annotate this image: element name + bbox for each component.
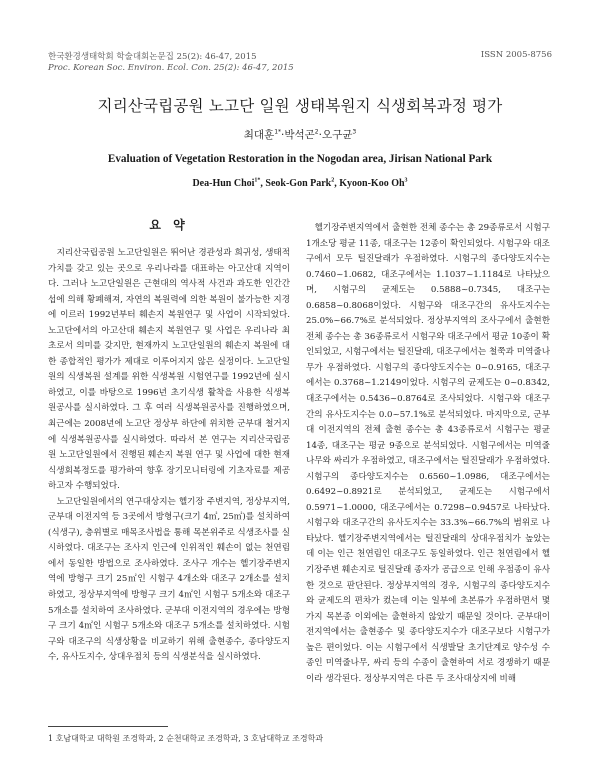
authors-en: Dea-Hun Choi$^{1*}$, Seok-Gon Park$^2$, Kyoon-Koo Oh$^3$ <box>192 177 408 189</box>
abstract-heading: 요 약 <box>149 218 189 232</box>
right-column <box>306 221 550 687</box>
paper-title-en: Evaluation of Vegetation Restoration in the Nogodan area, Jirisan National Park <box>107 153 493 165</box>
affiliations-footnote: 1 호남대학교 대학원 조경학과, 2 순천대학교 조경학과, 3 호남대학교 조경학과 <box>48 734 324 743</box>
paper-title-ko: 지리산국립공원 노고단 일원 생태복원지 식생회복과정 평가 <box>97 97 503 115</box>
journal-header-ko: 한국환경생태학회 학술대회논문집 25(2): 46-47, 2015 <box>48 52 257 62</box>
journal-header-en: Proc. Korean Soc. Environ. Ecol. Con. 25(2): 46-47, 2015 <box>48 63 294 73</box>
left-column <box>48 246 290 666</box>
abstract-paragraph-2: 노고단일원에서의 연구대상지는 헬기장 주변지역, 정상부지역, 군부대 이전지역 등 3곳에서 방형구(크기 4㎡, 25㎡)를 설치하여(식생구), 층위별로 매목조사법을 통해 목본위주로 식생조사를 실시하였다. 대조구는 조사지 인근에 인위적인 훼손이 없는 천연림에서 동일한 방법으로 조사하였다. 조사구 개수는 헬기장주변지역에 방형구 크기 25㎡인 시험구 4개소와 대조구 2개소를 설치하였고, 정상부지역에 방형구 크기 4㎡인 시험구 5개소와 대조구 5개소를 설치하여 조사하였다. 군부대 이전지역의 경우에는 방형구 크기 4㎡인 시험구 5개소와 대조구 5개소를 설치하였다. 시험구와 대조구의 식생상황을 비교하기 위해 출현종수, 종다양도지수, 유사도지수, 상대우점치 등의 식생분석을 실시하였다. <box>48 496 290 663</box>
footnote-rule <box>48 726 168 727</box>
issn: ISSN 2005-8756 <box>480 50 552 60</box>
abstract-paragraph-1: 지리산국립공원 노고단일원은 뛰어난 경관성과 희귀성, 생태적 가치를 갖고 있는 곳으로 우리나라를 대표하는 아고산대 지역이다. 그러나 노고단일원은 근현대의 역사적 사건과 과도한 인간간섭에 의해 황폐해져, 자연의 복원력에 의한 복원이 불가능한 지경에 이르러 1992년부터 훼손지 복원연구 및 사업이 시작되었다. 노고단에서의 아고산대 훼손지 복원연구 및 사업은 우리나라 최초로서 의미를 갖지만, 현재까지 노고단일원의 훼손지 복원에 대한 종합적인 평가가 제대로 이루어지지 않은 실정이다. 노고단일원의 식생복원 설계를 위한 식생복원 시험연구를 1992년에 실시하였고, 이를 바탕으로 1996년 초기식생 활착을 사용한 식생복원공사를 실시하였다. 그 후 여러 식생복원공사를 진행하였으며, 최근에는 2008년에 노고단 정상부 하단에 위치한 군부대 철거지에 식생복원공사를 실시하였다. 따라서 본 연구는 지리산국립공원 노고단일원에서 진행된 훼손지 복원 연구 및 사업에 대한 현재 식생회복정도를 평가하여 향후 장기모니터링에 기초자료를 제공하고자 수행되었다. <box>48 248 290 492</box>
results-paragraph: 헬기장주변지역에서 출현한 전체 종수는 총 29종류로서 시험구 1개소당 평균 11종, 대조구는 12종이 확인되었다. 시험구와 대조구에서 모두 털진달래가 우점하였다. 시험구의 종다양도지수는 0.7460~1.0682, 대조구에서는 1.1037~1.1184로 나타났으며, 시험구의 균제도는 0.5888~0.7345, 대조구는 0.6858~0.8068이었다. 시험구와 대조구간의 유사도지수는 25.0%~66.7%로 분석되었다. 정상부지역의 조사구에서 출현한 전체 종수는 총 36종류로서 시험구와 대조구에서 평균 10종이 확인되었고, 시험구에서는 털진달래, 대조구에서는 철쭉과 미역줄나무가 우점하였다. 시험구의 종다양도지수는 0~0.9165, 대조구에서는 0.3768~1.2149이었다. 시험구의 균제도는 0~0.8342, 대조구에서는 0.5436~0.8764로 조사되었다. 시험구와 대조구간의 유사도지수는 0.0~57.1%로 분석되었다. 마지막으로, 군부대 이전지역의 전체 출현 종수는 총 43종류로서 시험구는 평균 14종, 대조구는 평균 9종으로 분석되었다. 시험구에서는 미역줄나무와 싸리가 우점하였고, 대조구에서는 털진달래가 우점하였다. 시험구의 종다양도지수는 0.6560~1.0986, 대조구에서는 0.6492~0.8921로 분석되었고, 균제도는 시험구에서 0.5971~1.0000, 대조구에서는 0.7298~0.9457로 나타났다. 시험구와 대조구간의 유사도지수는 33.3%~66.7%의 범위로 나타났다. 헬기장주변지역에서는 털진달래의 상대우점치가 높았는데 이는 인근 천연림인 대조구도 동일하였다. 인근 천연림에서 헬기장주변 훼손지로 털진달래 종자가 공급으로 인해 우점종이 유사한 것으로 판단된다. 정상부지역의 경우, 시험구의 종다양도지수와 균제도의 편차가 컸는데 이는 일부에 초본류가 우점하면서 몇 가지 목본종 이외에는 출현하지 않았기 때문일 것이다. 군부대이전지역에서는 출현종수 및 종다양도지수가 대조구보다 시험구가 높은 편이었다. 이는 시험구에서 식생발달 초기단계로 양수성 수종인 미역줄나무, 싸리 등의 수종이 출현하여 서로 경쟁하기 때문이라 생각된다. 정상부지역은 다른 두 조사대상지에 비해 <box>306 223 550 684</box>
authors-ko: 최대훈$^{1*}$·박석곤$^2$·오구균$^3$ <box>243 128 357 141</box>
